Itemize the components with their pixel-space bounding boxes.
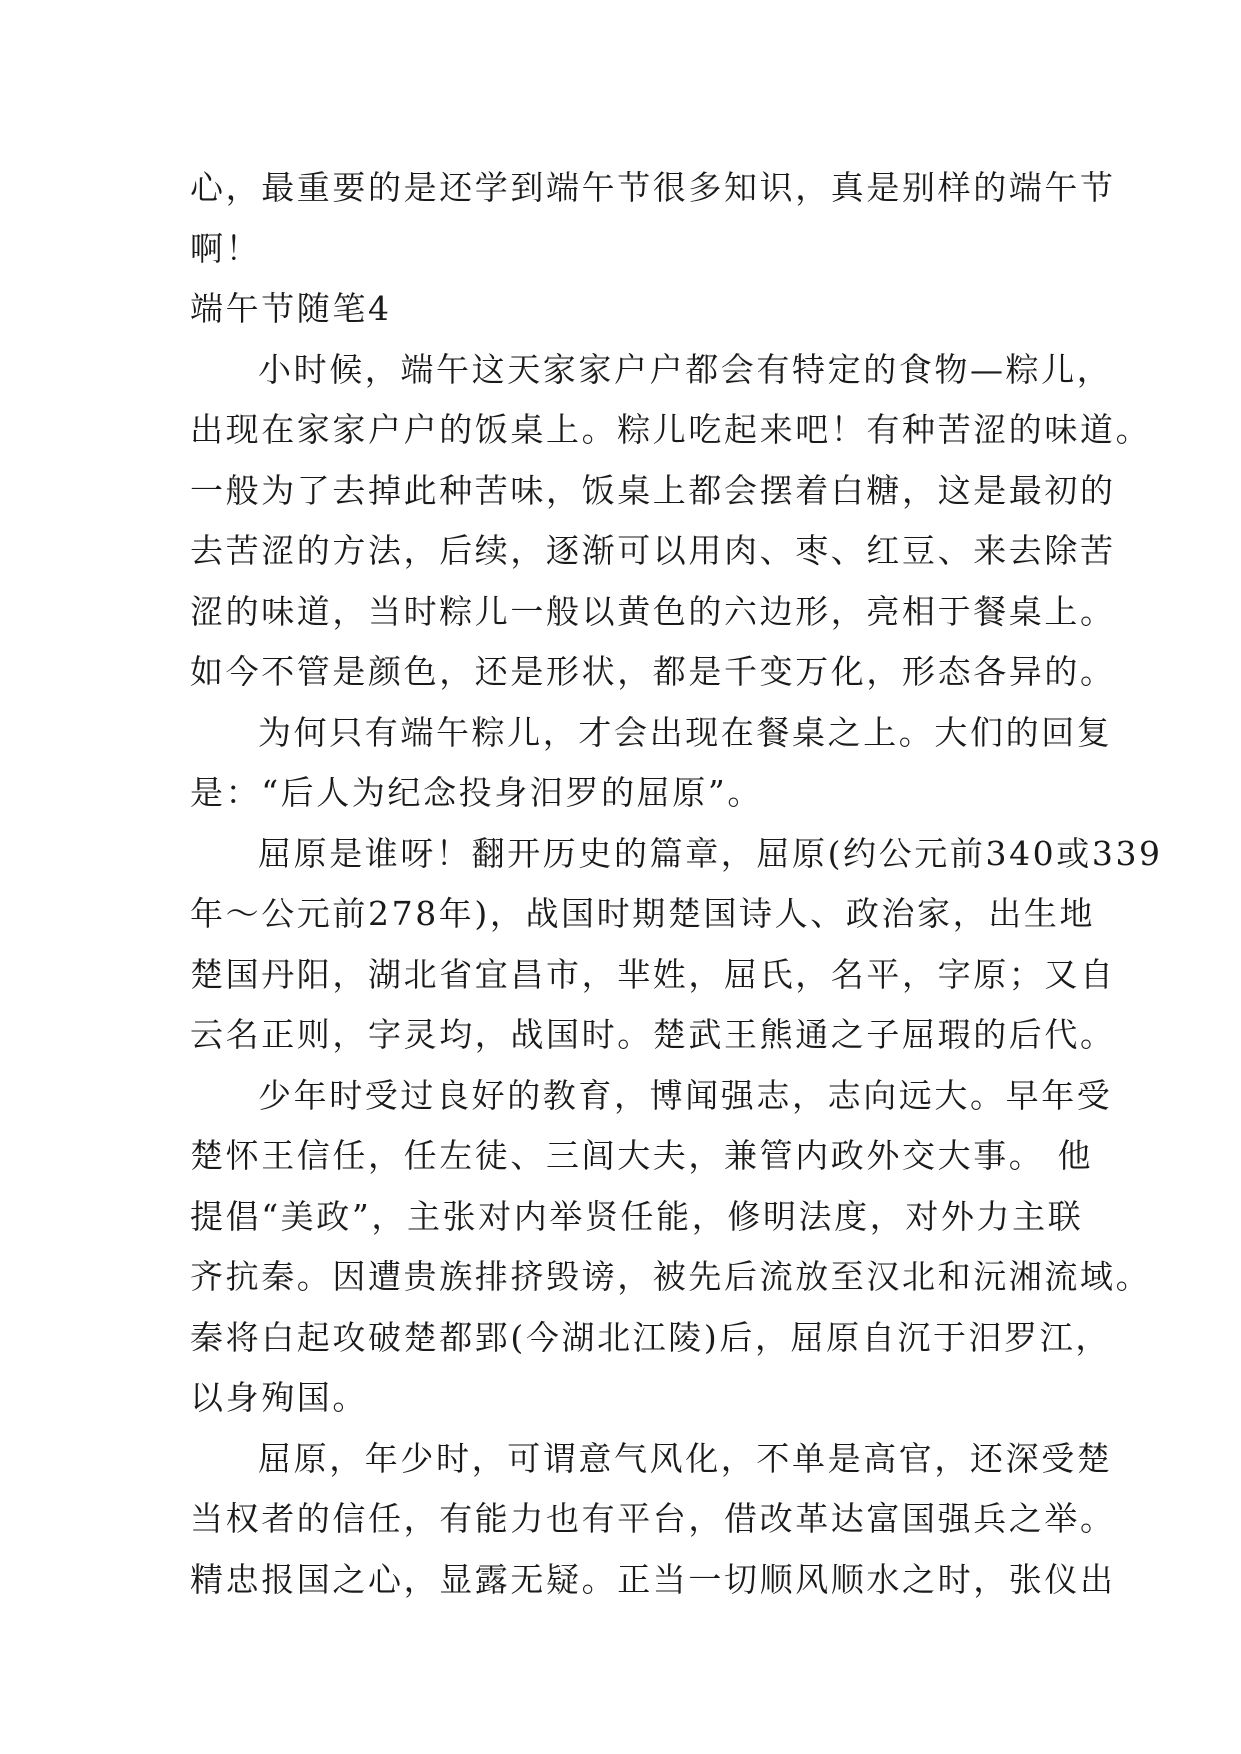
text-line: 出现在家家户户的饭桌上。粽儿吃起来吧！有种苦涩的味道。 — [190, 410, 1152, 449]
text-line: 少年时受过良好的教育，博闻强志，志向远大。早年受 — [258, 1075, 1113, 1115]
text-line: 是：“后人为纪念投身汨罗的屈原”。 — [190, 773, 763, 812]
text-line: 精忠报国之心，显露无疑。正当一切顺风顺水之时，张仪出 — [190, 1559, 1116, 1599]
text-line: 以身殉国。 — [190, 1378, 368, 1417]
text-line: 当权者的信任，有能力也有平台，借改革达富国强兵之举。 — [190, 1499, 1116, 1538]
text-line: 去苦涩的方法，后续，逐渐可以用肉、枣、红豆、来去除苦 — [190, 531, 1116, 570]
text-line: 齐抗秦。因遭贵族排挤毁谤，被先后流放至汉北和沅湘流域。 — [190, 1257, 1152, 1296]
text-line: 啊！ — [190, 228, 262, 268]
text-line: 涩的味道，当时粽儿一般以黄色的六边形，亮相于餐桌上。 — [190, 591, 1116, 631]
text-line: 年～公元前278年)，战国时期楚国诗人、政治家，出生地 — [190, 894, 1096, 933]
text-line: 提倡“美政”，主张对内举贤任能，修明法度，对外力主联 — [190, 1196, 1084, 1236]
text-line: 秦将白起攻破楚都郢(今湖北江陵)后，屈原自沉于汨罗江， — [190, 1317, 1111, 1357]
text-line: 小时候，端午这天家家户户都会有特定的食物—粽儿， — [258, 349, 1113, 389]
text-line: 一般为了去掉此种苦味，饭桌上都会摆着白糖，这是最初的 — [190, 470, 1116, 510]
text-line: 心，最重要的是还学到端午节很多知识，真是别样的端午节 — [190, 168, 1116, 207]
section-heading: 端午节随笔4 — [190, 289, 392, 328]
text-line: 屈原，年少时，可谓意气风化，不单是高官，还深受楚 — [258, 1438, 1113, 1478]
text-line: 云名正则，字灵均，战国时。楚武王熊通之子屈瑕的后代。 — [190, 1015, 1116, 1054]
text-line: 楚国丹阳，湖北省宜昌市，芈姓，屈氏，名平，字原；又自 — [190, 954, 1116, 994]
text-line: 屈原是谁呀！翻开历史的篇章，屈原(约公元前340或339 — [258, 833, 1163, 873]
text-line: 如今不管是颜色，还是形状，都是千变万化，形态各异的。 — [190, 652, 1116, 691]
text-line: 楚怀王信任，任左徒、三闾大夫，兼管内政外交大事。 他 — [190, 1136, 1094, 1175]
document-body — [190, 158, 1163, 1610]
text-line: 为何只有端午粽儿，才会出现在餐桌之上。大们的回复 — [258, 712, 1113, 752]
